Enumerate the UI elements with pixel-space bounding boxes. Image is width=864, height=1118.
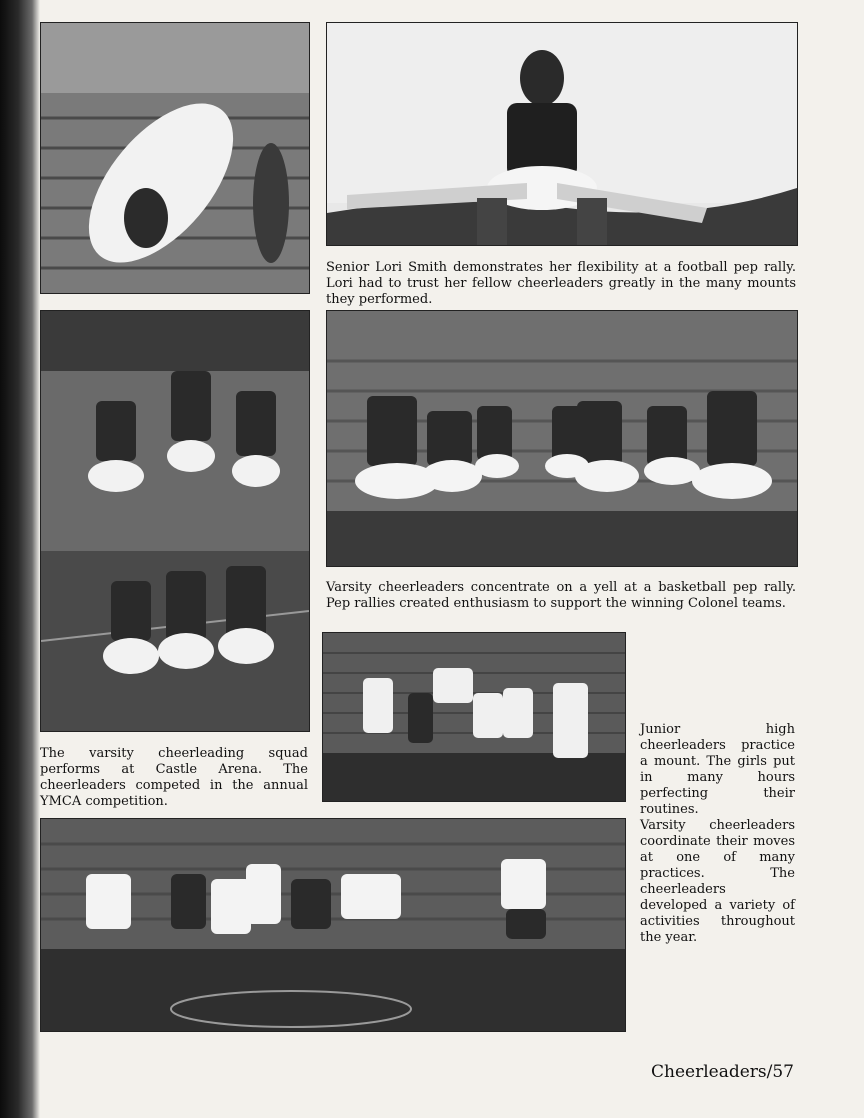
- page-folio: Cheerleaders/57: [651, 1062, 794, 1082]
- photo-split-mount: [326, 22, 798, 246]
- photo-pyramid: [40, 310, 310, 732]
- caption-lori-smith: Senior Lori Smith demonstrates her flexibility at a football pep rally. Lori had to trust her fellow cheerleaders greatly in the many mounts they performed.: [326, 260, 796, 307]
- caption-varsity-squad-ymca: The varsity cheerleading squad performs at Castle Arena. The cheerleaders competed in the annual YMCA competition.: [40, 746, 308, 809]
- photo-practice: [40, 818, 626, 1032]
- photo-tumble: [40, 22, 310, 294]
- photo-junior-mount: [322, 632, 626, 802]
- photo-yell: [326, 310, 798, 567]
- caption-junior-high: Junior high cheerleaders practice a mount. The girls put in many hours perfecting their routines.: [640, 722, 795, 817]
- binding-gutter: [0, 0, 40, 1118]
- caption-basketball-pep-rally: Varsity cheerleaders concentrate on a yell at a basketball pep rally. Pep rallies created enthusiasm to support the winning Colonel teams.: [326, 580, 796, 611]
- caption-varsity-practice: Varsity cheerleaders coordinate their moves at one of many practices. The cheerleaders developed a variety of activities throughout the year.: [640, 818, 795, 945]
